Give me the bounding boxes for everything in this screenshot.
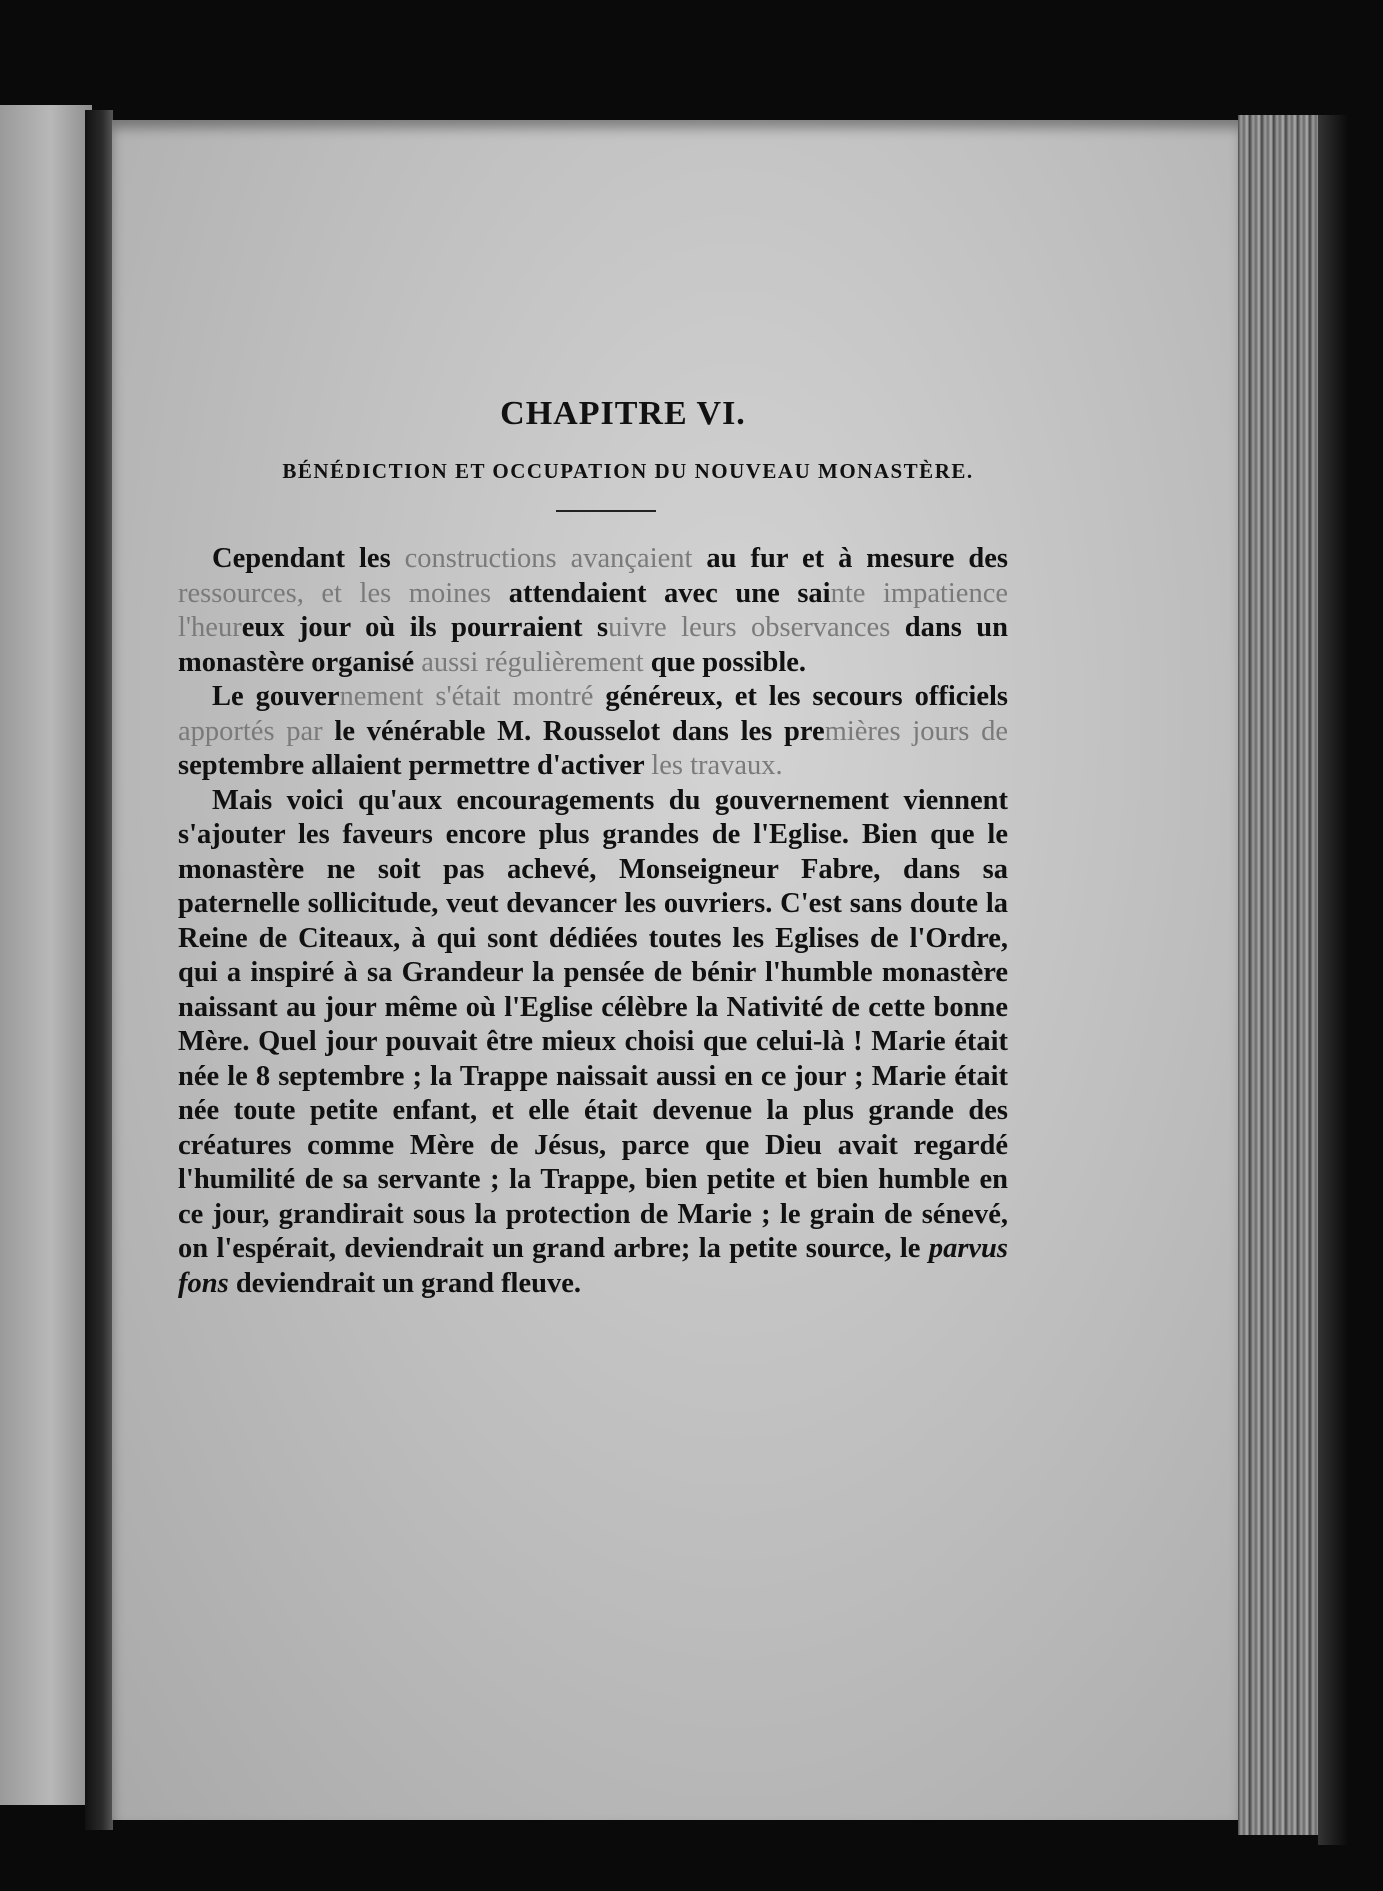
text-segment: mières jours de: [824, 715, 1008, 747]
text-segment: eux jour où ils pourraient s: [241, 612, 609, 643]
text-segment: uivre leurs observances: [608, 612, 891, 643]
page-edges: [1238, 115, 1318, 1835]
left-page-edge: [0, 105, 92, 1805]
text-segment: Cependant les: [212, 543, 405, 574]
text-segment: Mais voici qu'aux encouragements du gouvernement viennent s'ajouter les faveurs encore plus grandes de l'Eglise. Bien que le monastère ne soit pas achevé, Monseigneur Fabre, dans sa paternelle sollicitude, veut devancer les ouvriers. C'est sans doute la Reine de Citeaux, à qui sont dédiées toutes les Eglises de l'Ordre, qui a inspiré à sa Grandeur la pensée de bénir l'humble monastère naissant au jour même où l'Eglise célèbre la Nativité de cette bonne Mère. Quel jour pouvait être mieux choisi que celui-là ! Marie était née le 8 septembre ; la Trappe naissait aussi en ce jour ; Marie était née toute petite enfant, et elle était devenue la plus grande des créatures comme Mère de Jésus, parce que Dieu avait regardé l'humilité de sa servante ; la Trappe, bien petite et bien humble en ce jour, grandirait sous la protection de Marie ; le grain de sénevé, on l'espérait, deviendrait un grand arbre; la petite source, le: [178, 784, 1008, 1264]
text-segment: nement s'était montré: [339, 681, 594, 712]
text-segment: au fur et à mesure des: [692, 543, 1008, 574]
text-segment: deviendrait un grand fleuve.: [228, 1267, 581, 1299]
page-text-block: [178, 395, 1008, 1301]
text-segment: attendaient avec une sai: [491, 577, 831, 609]
body-text: [178, 542, 1008, 1301]
section-title: BÉNÉDICTION ET OCCUPATION DU NOUVEAU MONASTÈRE.: [282, 459, 974, 483]
text-segment: Le gouver: [212, 681, 340, 712]
text-segment: parvus fons: [178, 1233, 1008, 1299]
paragraph-1: [178, 542, 1008, 680]
paragraph-3: [178, 784, 1008, 1302]
paragraph-2: [178, 680, 1008, 784]
chapter-title: CHAPITRE VI.: [500, 395, 746, 432]
book-gutter: [85, 110, 113, 1830]
text-segment: nte impatience l'heur: [178, 577, 1009, 643]
title-divider: [556, 510, 656, 512]
text-segment: septembre allaient permettre d'activer: [178, 750, 652, 781]
page-edges-shadow: [1318, 115, 1348, 1845]
text-segment: ressources, et les moines: [178, 577, 492, 609]
text-segment: généreux, et les secours officiels: [593, 681, 1008, 712]
text-segment: apportés par: [178, 715, 323, 747]
text-segment: aussi régulièrement: [421, 646, 644, 678]
text-segment: que possible.: [643, 646, 807, 678]
text-segment: dans un monastère organisé: [178, 612, 1008, 678]
text-segment: le vénérable M. Rousselot dans les pre: [322, 715, 825, 747]
text-segment: constructions avançaient: [404, 543, 693, 574]
text-segment: les travaux.: [651, 750, 783, 781]
